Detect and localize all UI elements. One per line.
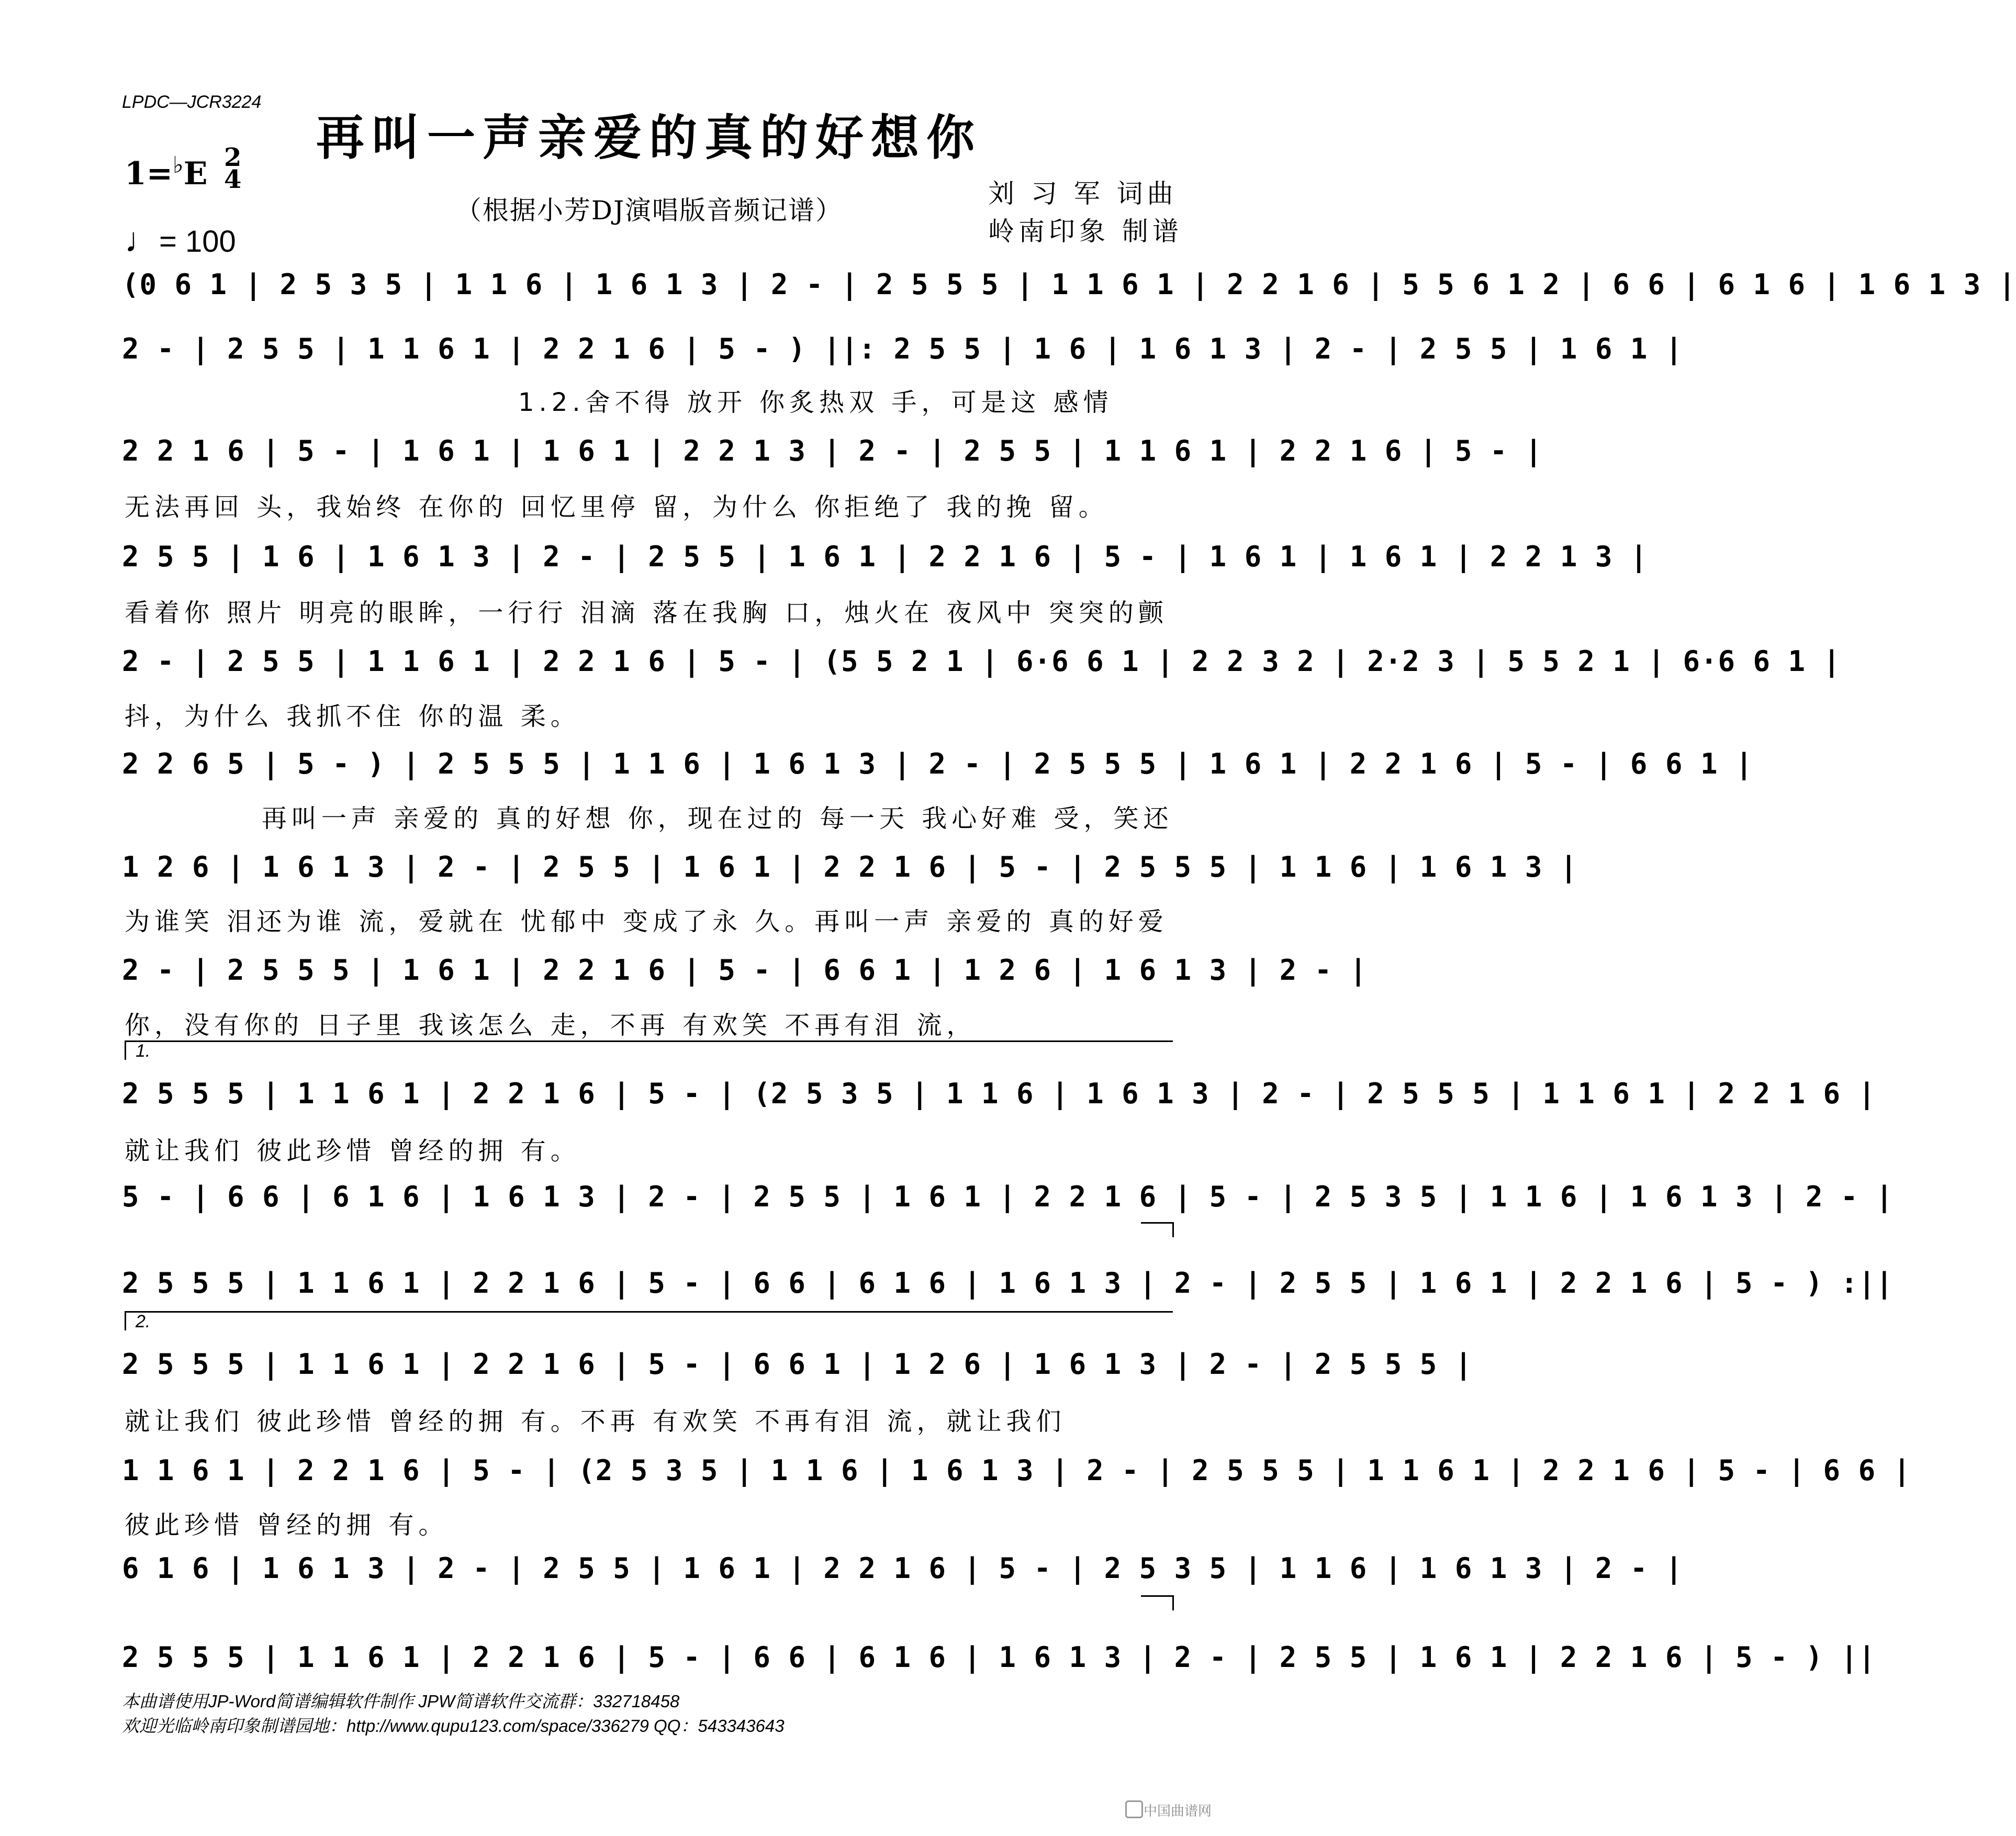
notation-line: 2 5 5 5 | 1 1 6 1 | 2 2 1 6 | 5 - | (2 5 3 5 | 1 1 6 | 1 6 1 3 | 2 - | 2 5 5 5 | 1 1 6 1 | 2 2 1 6 | [122, 1077, 1876, 1110]
footer-software-note: 本曲谱使用JP-Word简谱编辑软件制作 JPW简谱软件交流群：332718458 [122, 1692, 680, 1711]
time-denominator: 4 [224, 165, 242, 194]
lyric-line: 就让我们 彼此珍惜 曾经的拥 有。不再 有欢笑 不再有泪 流，就让我们 [125, 1407, 1066, 1436]
composer-credit: 刘 习 军 词曲 [988, 178, 1178, 209]
arranger-credit: 岭南印象 制谱 [988, 216, 1183, 247]
score-code: LPDC—JCR3224 [122, 92, 262, 112]
lyric-line: 无法再回 头，我始终 在你的 回忆里停 留，为什么 你拒绝了 我的挽 留。 [125, 492, 1108, 522]
notation-line: 2 5 5 5 | 1 1 6 1 | 2 2 1 6 | 5 - | 6 6 | 6 1 6 | 1 6 1 3 | 2 - | 2 5 5 | 1 6 1 | 2 2 1 6 | 5 - ) :|| [122, 1267, 1894, 1300]
notation-line: 2 - | 2 5 5 5 | 1 6 1 | 2 2 1 6 | 5 - | 6 6 1 | 1 2 6 | 1 6 1 3 | 2 - | [122, 954, 1368, 987]
tempo-marking [125, 220, 236, 260]
volta-label: 2. [136, 1312, 151, 1331]
lyric-line: 彼此珍惜 曾经的拥 有。 [125, 1510, 449, 1540]
notation-line: 2 2 6 5 | 5 - ) | 2 5 5 5 | 1 1 6 | 1 6 1 3 | 2 - | 2 5 5 5 | 1 6 1 | 2 2 1 6 | 5 - | 6 6 1 | [122, 747, 1753, 780]
notation-line: (0 6 1 | 2 5 3 5 | 1 1 6 | 1 6 1 3 | 2 - | 2 5 5 5 | 1 1 6 1 | 2 2 1 6 | 5 5 6 1 2 | 6 6 | 6 1 6 | 1 6 1 3 | [122, 268, 2016, 301]
notation-line: 5 - | 6 6 | 6 1 6 | 1 6 1 3 | 2 - | 2 5 5 | 1 6 1 | 2 2 1 6 | 5 - | 2 5 3 5 | 1 1 6 | 1 6 1 3 | 2 - | [122, 1180, 1894, 1213]
notation-line: 2 - | 2 5 5 | 1 1 6 1 | 2 2 1 6 | 5 - ) ||: 2 5 5 | 1 6 | 1 6 1 3 | 2 - | 2 5 5 | 1 6 1 | [122, 332, 1683, 365]
notation-line: 2 5 5 5 | 1 1 6 1 | 2 2 1 6 | 5 - | 6 6 | 6 1 6 | 1 6 1 3 | 2 - | 2 5 5 | 1 6 1 | 2 2 1 6 | 5 - ) || [122, 1641, 1876, 1674]
lyric-line: 为谁笑 泪还为谁 流，爱就在 忧郁中 变成了永 久。再叫一声 亲爱的 真的好爱 [125, 907, 1168, 936]
notation-line: 1 1 6 1 | 2 2 1 6 | 5 - | (2 5 3 5 | 1 1 6 | 1 6 1 3 | 2 - | 2 5 5 5 | 1 1 6 1 | 2 2 1 6 | 5 - | 6 6 | [122, 1454, 1911, 1487]
page-title: 再叫一声亲爱的真的好想你 [316, 109, 982, 166]
quarter-note-icon: ♩ [125, 220, 159, 259]
lyric-line: 再叫一声 亲爱的 真的好想 你，现在过的 每一天 我心好难 受，笑还 [262, 804, 1173, 833]
notation-line: 2 2 1 6 | 5 - | 1 6 1 | 1 6 1 | 2 2 1 3 | 2 - | 2 5 5 | 1 1 6 1 | 2 2 1 6 | 5 - | [122, 434, 1543, 467]
subtitle: （根据小芳DJ演唱版音频记谱） [455, 195, 843, 226]
lyric-line: 抖，为什么 我抓不住 你的温 柔。 [125, 702, 580, 731]
watermark-logo-icon [1125, 1800, 1143, 1818]
notation-line: 2 5 5 5 | 1 1 6 1 | 2 2 1 6 | 5 - | 6 6 1 | 1 2 6 | 1 6 1 3 | 2 - | 2 5 5 5 | [122, 1348, 1473, 1381]
volta-bracket-2 [125, 1311, 1173, 1330]
lyric-line: 你，没有你的 日子里 我该怎么 走，不再 有欢笑 不再有泪 流， [125, 1011, 977, 1040]
volta-continuation [1141, 1222, 1174, 1237]
notation-line: 2 5 5 | 1 6 | 1 6 1 3 | 2 - | 2 5 5 | 1 6 1 | 2 2 1 6 | 5 - | 1 6 1 | 1 6 1 | 2 2 1 3 | [122, 540, 1648, 573]
key-prefix: 1= [125, 155, 173, 192]
flat-icon: ♭ [173, 152, 184, 178]
key-note: E [183, 155, 208, 192]
footer-contact: 欢迎光临岭南印象制谱园地：http://www.qupu123.com/space/336279 QQ：543343643 [122, 1716, 785, 1736]
key-signature [125, 152, 208, 192]
tempo-value: = 100 [159, 225, 236, 259]
notation-line: 1 2 6 | 1 6 1 3 | 2 - | 2 5 5 | 1 6 1 | 2 2 1 6 | 5 - | 2 5 5 5 | 1 1 6 | 1 6 1 3 | [122, 850, 1578, 883]
time-signature [224, 143, 242, 194]
volta-label: 1. [136, 1041, 151, 1061]
lyric-line: 就让我们 彼此珍惜 曾经的拥 有。 [125, 1136, 580, 1166]
lyric-line: 看着你 照片 明亮的眼眸，一行行 泪滴 落在我胸 口，烛火在 夜风中 突突的颤 [125, 598, 1168, 628]
volta-bracket-1 [125, 1040, 1173, 1060]
notation-line: 2 - | 2 5 5 | 1 1 6 1 | 2 2 1 6 | 5 - | (5 5 2 1 | 6·6 6 1 | 2 2 3 2 | 2·2 3 | 5 5 2 1 | 6·6 6 1 | [122, 645, 1841, 678]
time-numerator: 2 [224, 143, 242, 172]
watermark: 中国曲谱网 [1144, 1804, 1212, 1819]
lyric-line: 1.2.舍不得 放开 你炙热双 手，可是这 感情 [518, 388, 1113, 417]
volta-continuation [1141, 1595, 1174, 1610]
notation-line: 6 1 6 | 1 6 1 3 | 2 - | 2 5 5 | 1 6 1 | 2 2 1 6 | 5 - | 2 5 3 5 | 1 1 6 | 1 6 1 3 | 2 - | [122, 1552, 1683, 1585]
